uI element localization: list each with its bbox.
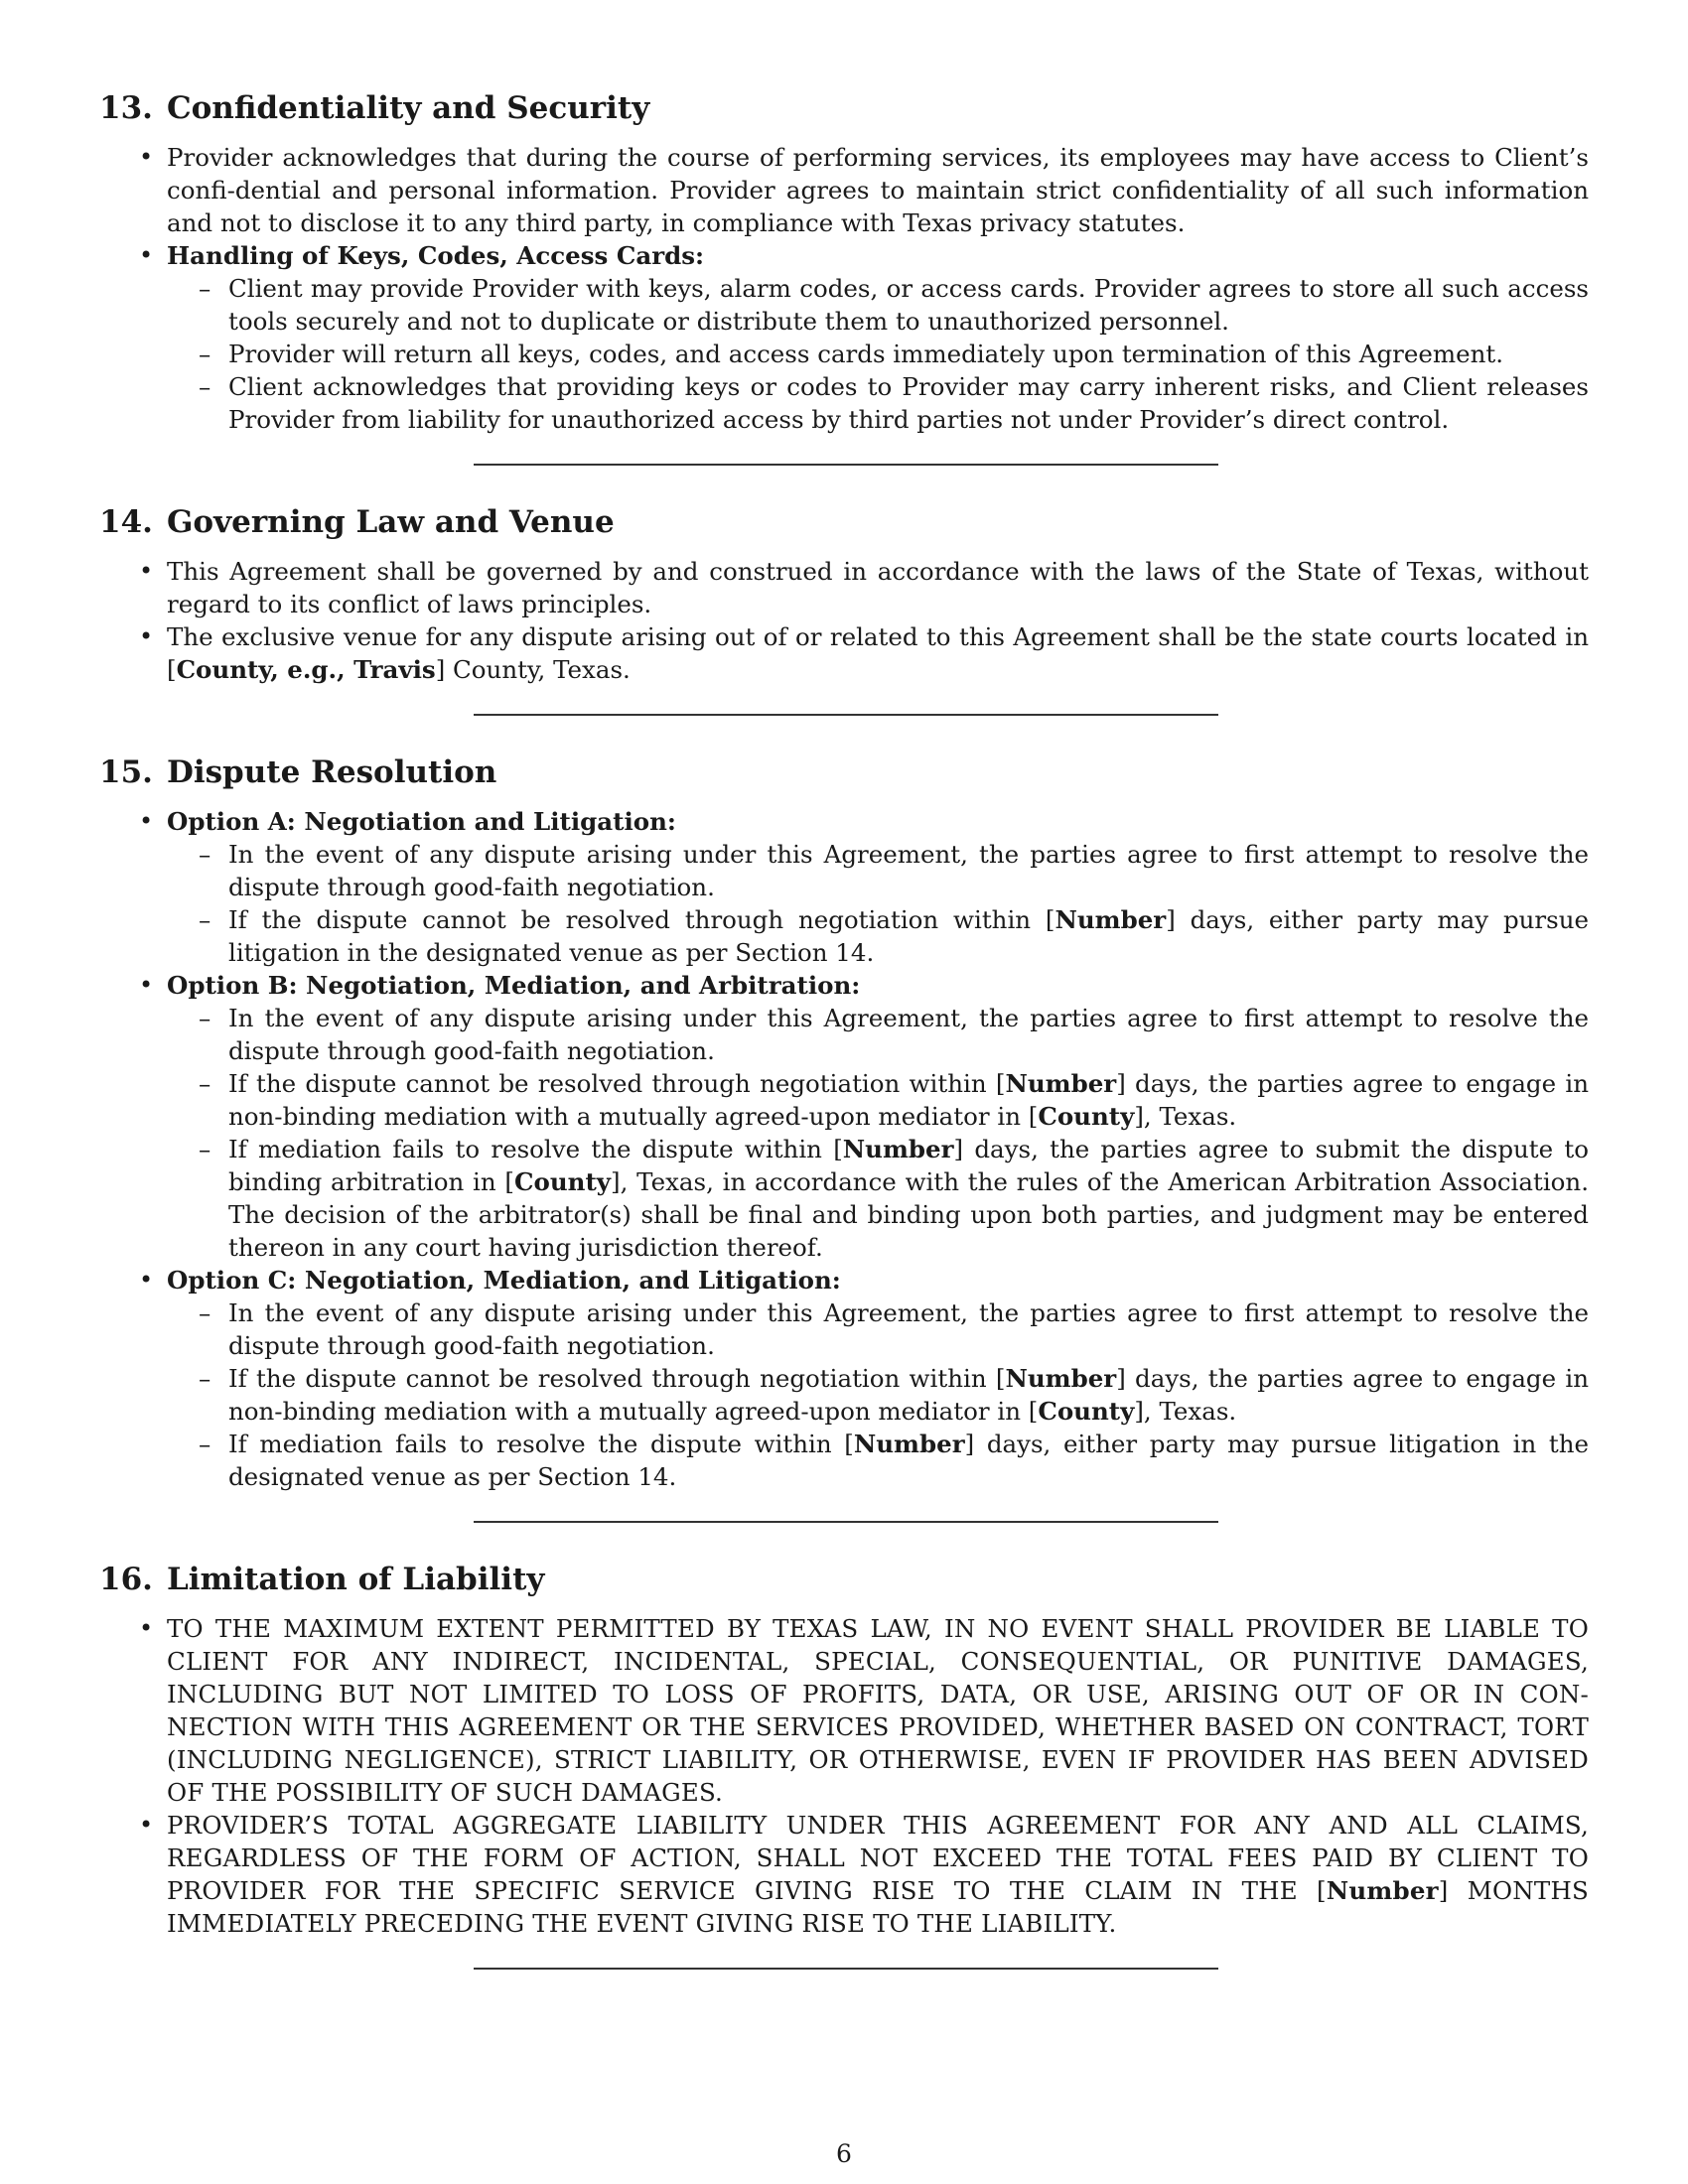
paragraph-text: In the event of any dispute arising under this Agreement, the parties agree to first attempt to resolve the dispute through good-faith negotiation. [228, 840, 1589, 901]
section-number: 15. [99, 754, 153, 790]
paragraph-text: ] days, either party may pursue litigation in the designated venue as per Section 14. [228, 1430, 1589, 1491]
section-16 [99, 1561, 1589, 1940]
sub-list-item [228, 1428, 1589, 1493]
sub-list-item [228, 1133, 1589, 1264]
sub-list [167, 272, 1589, 436]
paragraph-text: The exclusive venue for any dispute arising out of or related to this Agreement shall be the state courts located in [ [167, 622, 1589, 684]
section-15 [99, 753, 1589, 1493]
placeholder-field: Number [853, 1430, 965, 1458]
section-title: Dispute Resolution [166, 754, 497, 790]
paragraph-text: If the dispute cannot be resolved through negotiation within [ [228, 1364, 1006, 1393]
list-item [167, 239, 1589, 436]
list-item-option-b [167, 969, 1589, 1264]
placeholder-field: Number [1326, 1876, 1439, 1905]
option-heading: Option C: Negotiation, Mediation, and Litigation: [167, 1266, 841, 1295]
option-heading: Option A: Negotiation and Litigation: [167, 807, 676, 836]
paragraph-text: If mediation fails to resolve the dispute within [ [228, 1135, 843, 1163]
sub-list [167, 1002, 1589, 1264]
sub-list-item [228, 370, 1589, 436]
section-divider [474, 1968, 1218, 1970]
list-item [167, 555, 1589, 620]
paragraph-text: ] days, either party may pursue litigation in the designated venue as per Section 14. [228, 905, 1589, 967]
list-item-option-c [167, 1264, 1589, 1493]
bullet-list [99, 555, 1589, 686]
placeholder-field: Number [1005, 1364, 1117, 1393]
sub-list-item [228, 272, 1589, 338]
list-item [167, 1612, 1589, 1809]
placeholder-field: Number [842, 1135, 954, 1163]
item-heading: Handling of Keys, Codes, Access Cards: [167, 241, 705, 270]
placeholder-field: Number [1055, 905, 1167, 934]
placeholder-field: County [1038, 1102, 1135, 1131]
sub-list-item [228, 338, 1589, 370]
bullet-list [99, 141, 1589, 436]
section-number: 13. [99, 90, 153, 126]
section-title: Limitation of Liability [166, 1562, 545, 1597]
paragraph-text: TO THE MAXIMUM EXTENT PERMITTED BY TEXAS LAW, IN NO EVENT SHALL PROVIDER BE LIABLE TO CLIENT FOR ANY INDIRECT, INCIDENTAL, SPECIAL, CONSEQUENTIAL, OR PUNITIVE DAMAGES, INCLUDING BUT NOT LIMITED TO LOSS OF PROFITS, DATA, OR USE, ARISING OUT OF OR IN CON-NECTION WITH THIS AGREEMENT OR THE SERVICES PROVIDED, WHETHER BASED ON CONTRACT, TORT (INCLUDING NEGLIGENCE), STRICT LIABILITY, OR OTHERWISE, EVEN IF PROVIDER HAS BEEN ADVISED OF THE POSSIBILITY OF SUCH DAMAGES. [167, 1614, 1589, 1807]
document-content [99, 89, 1589, 1970]
list-item-option-a [167, 805, 1589, 969]
placeholder-field: County [513, 1167, 612, 1196]
paragraph-text: PROVIDER’S TOTAL AGGREGATE LIABILITY UNDER THIS AGREEMENT FOR ANY AND ALL CLAIMS, REGARDLESS OF THE FORM OF ACTION, SHALL NOT EXCEED THE TOTAL FEES PAID BY CLIENT TO PROVIDER FOR THE SPECIFIC SERVICE GIVING RISE TO THE CLAIM IN THE [ [167, 1811, 1589, 1905]
paragraph-text: ], Texas, in accordance with the rules of the American Arbitration Association. The decision of the arbitrator(s) shall be final and binding upon both parties, and judgment may be entered thereon in any court having jurisdiction thereof. [228, 1167, 1589, 1262]
paragraph-text: In the event of any dispute arising under this Agreement, the parties agree to first attempt to resolve the dispute through good-faith negotiation. [228, 1298, 1589, 1360]
placeholder-field: Number [1005, 1069, 1117, 1098]
sub-list-item [228, 1067, 1589, 1133]
section-heading [99, 753, 1589, 791]
section-heading [99, 89, 1589, 127]
sub-list [167, 1297, 1589, 1493]
section-number: 16. [99, 1562, 153, 1597]
page-number: 6 [836, 2139, 852, 2168]
sub-list-item [228, 903, 1589, 969]
paragraph-text: ] days, the parties agree to submit the dispute to binding arbitration in [ [228, 1135, 1590, 1196]
paragraph-text: ] days, the parties agree to engage in non-binding mediation with a mutually agreed-upon mediator in [ [228, 1069, 1590, 1131]
list-item [167, 141, 1589, 239]
bullet-list [99, 1612, 1589, 1940]
paragraph-text: ] days, the parties agree to engage in non-binding mediation with a mutually agreed-upon mediator in [ [228, 1364, 1590, 1426]
option-heading: Option B: Negotiation, Mediation, and Arbitration: [167, 971, 861, 1000]
section-heading [99, 503, 1589, 541]
paragraph-text: If mediation fails to resolve the dispute within [ [228, 1430, 854, 1458]
paragraph-text: Client acknowledges that providing keys or codes to Provider may carry inherent risks, and Client releases Provider from liability for unauthorized access by third parties not under Provider’s direct control. [228, 372, 1589, 434]
placeholder-field: County, e.g., Travis [176, 655, 436, 684]
paragraph-text: If the dispute cannot be resolved through negotiation within [ [228, 905, 1055, 934]
sub-list [167, 838, 1589, 969]
section-number: 14. [99, 504, 153, 540]
paragraph-text: In the event of any dispute arising under this Agreement, the parties agree to first attempt to resolve the dispute through good-faith negotiation. [228, 1004, 1589, 1065]
section-title: Governing Law and Venue [166, 504, 615, 540]
paragraph-text: ], Texas. [1134, 1102, 1237, 1131]
placeholder-field: County [1038, 1397, 1135, 1426]
sub-list-item [228, 1297, 1589, 1362]
list-item [167, 620, 1589, 686]
paragraph-text: This Agreement shall be governed by and construed in accordance with the laws of the State of Texas, without regard to its conflict of laws principles. [167, 557, 1589, 618]
bullet-list [99, 805, 1589, 1493]
paragraph-text: Client may provide Provider with keys, alarm codes, or access cards. Provider agrees to store all such access tools securely and not to duplicate or distribute them to unauthorized personnel. [228, 274, 1589, 336]
list-item [167, 1809, 1589, 1940]
paragraph-text: If the dispute cannot be resolved through negotiation within [ [228, 1069, 1006, 1098]
paragraph-text: ] MONTHS IMMEDIATELY PRECEDING THE EVENT GIVING RISE TO THE LIABILITY. [167, 1876, 1589, 1938]
paragraph-text: ] County, Texas. [435, 655, 631, 684]
paragraph-text: Provider will return all keys, codes, and access cards immediately upon termination of this Agreement. [228, 340, 1503, 368]
sub-list-item [228, 838, 1589, 903]
sub-list-item [228, 1002, 1589, 1067]
section-13 [99, 89, 1589, 436]
sub-list-item [228, 1362, 1589, 1428]
paragraph-text: ], Texas. [1134, 1397, 1237, 1426]
section-14 [99, 503, 1589, 686]
section-title: Confidentiality and Security [166, 90, 650, 126]
paragraph-text: Provider acknowledges that during the course of performing services, its employees may have access to Client’s confi-dential and personal information. Provider agrees to maintain strict confidentiality of all such information and not to disclose it to any third party, in compliance with Texas privacy statutes. [167, 143, 1589, 237]
section-heading [99, 1561, 1589, 1598]
